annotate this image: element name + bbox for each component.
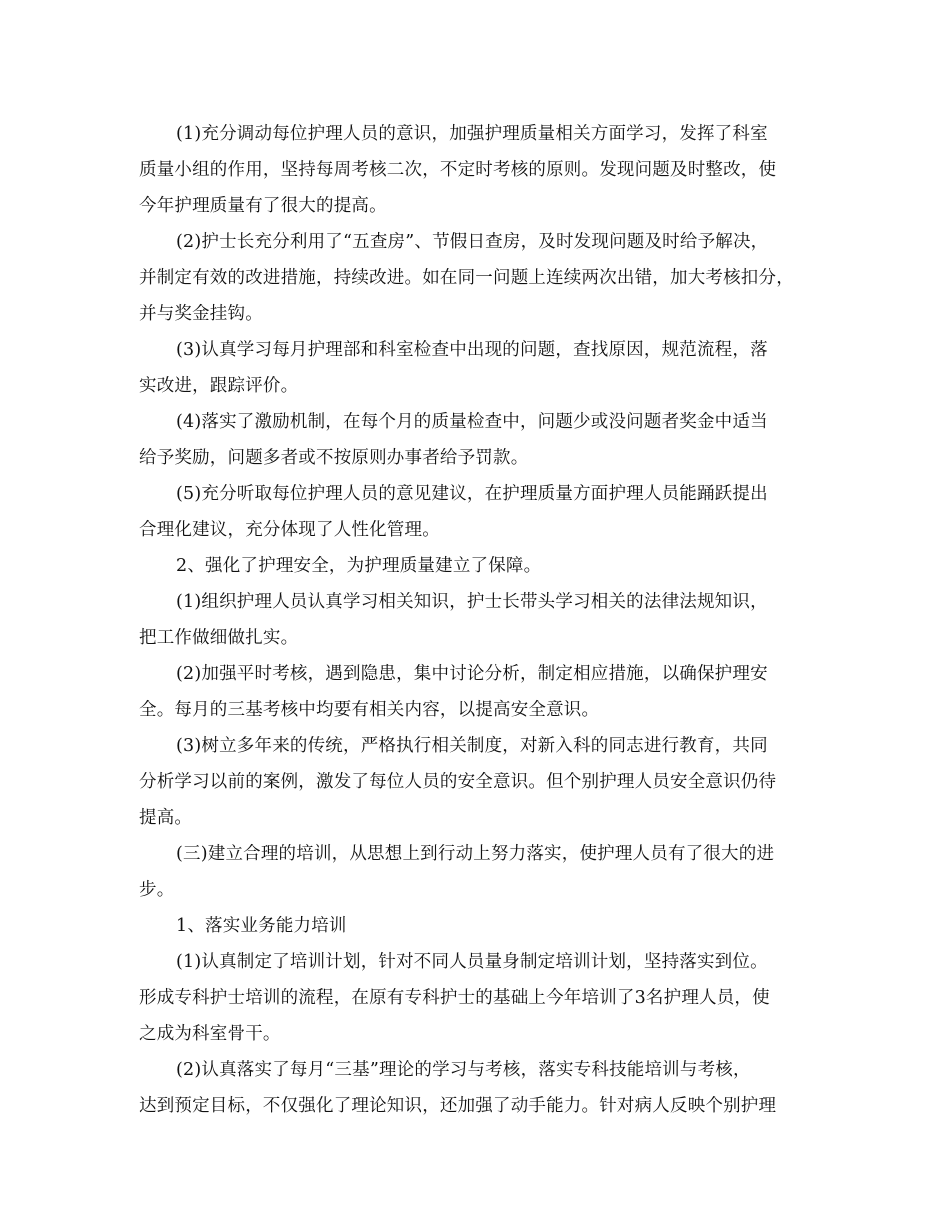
text-line: (2)加强平时考核，遇到隐患，集中讨论分析，制定相应措施，以确保护理安 [176, 664, 768, 684]
text-line: 把工作做细做扎实。 [139, 628, 299, 648]
text-line: 质量小组的作用，坚持每周考核二次，不定时考核的原则。发现问题及时整改，使 [139, 160, 777, 180]
text-line: (2)认真落实了每月“三基”理论的学习与考核，落实专科技能培训与考核， [176, 1060, 751, 1080]
text-line: (1)组织护理人员认真学习相关知识，护士长带头学习相关的法律法规知识， [176, 592, 768, 612]
text-line: 之成为科室骨干。 [139, 1024, 281, 1044]
section-heading: 1、落实业务能力培训 [176, 916, 347, 936]
text-line: 步。 [139, 880, 175, 900]
text-line: (1)认真制定了培训计划，针对不同人员量身制定培训计划，坚持落实到位。 [176, 952, 768, 972]
text-line: 合理化建议，充分体现了人性化管理。 [139, 520, 440, 540]
text-line: (3)认真学习每月护理部和科室检查中出现的问题，查找原因，规范流程，落 [176, 340, 768, 360]
text-line: 全。每月的三基考核中均要有相关内容，以提高安全意识。 [139, 700, 600, 720]
text-line: 今年护理质量有了很大的提高。 [139, 196, 387, 216]
text-line: (3)树立多年来的传统，严格执行相关制度，对新入科的同志进行教育，共同 [176, 736, 768, 756]
section-heading: (三)建立合理的培训，从思想上到行动上努力落实，使护理人员有了很大的进 [176, 844, 775, 864]
text-line: 实改进，跟踪评价。 [139, 376, 299, 396]
text-line: (4)落实了激励机制，在每个月的质量检查中，问题少或没问题者奖金中适当 [176, 412, 768, 432]
text-line: 提高。 [139, 808, 193, 828]
text-line: 达到预定目标，不仅强化了理论知识，还加强了动手能力。针对病人反映个别护理 [139, 1096, 777, 1116]
text-line: 形成专科护士培训的流程，在原有专科护士的基础上今年培训了3名护理人员，使 [139, 988, 770, 1008]
text-line: 分析学习以前的案例，激发了每位人员的安全意识。但个别护理人员安全意识仍待 [139, 772, 777, 792]
text-line: 并制定有效的改进措施，持续改进。如在同一问题上连续两次出错，加大考核扣分， [139, 268, 794, 288]
text-line: 并与奖金挂钩。 [139, 304, 263, 324]
text-line: (5)充分听取每位护理人员的意见建议，在护理质量方面护理人员能踊跃提出 [176, 484, 768, 504]
text-line: (1)充分调动每位护理人员的意识，加强护理质量相关方面学习，发挥了科室 [176, 124, 768, 144]
text-line: (2)护士长充分利用了“五查房”、节假日查房，及时发现问题及时给予解决， [176, 232, 769, 252]
text-line: 给予奖励，问题多者或不按原则办事者给予罚款。 [139, 448, 529, 468]
section-heading: 2、强化了护理安全，为护理质量建立了保障。 [176, 556, 542, 576]
